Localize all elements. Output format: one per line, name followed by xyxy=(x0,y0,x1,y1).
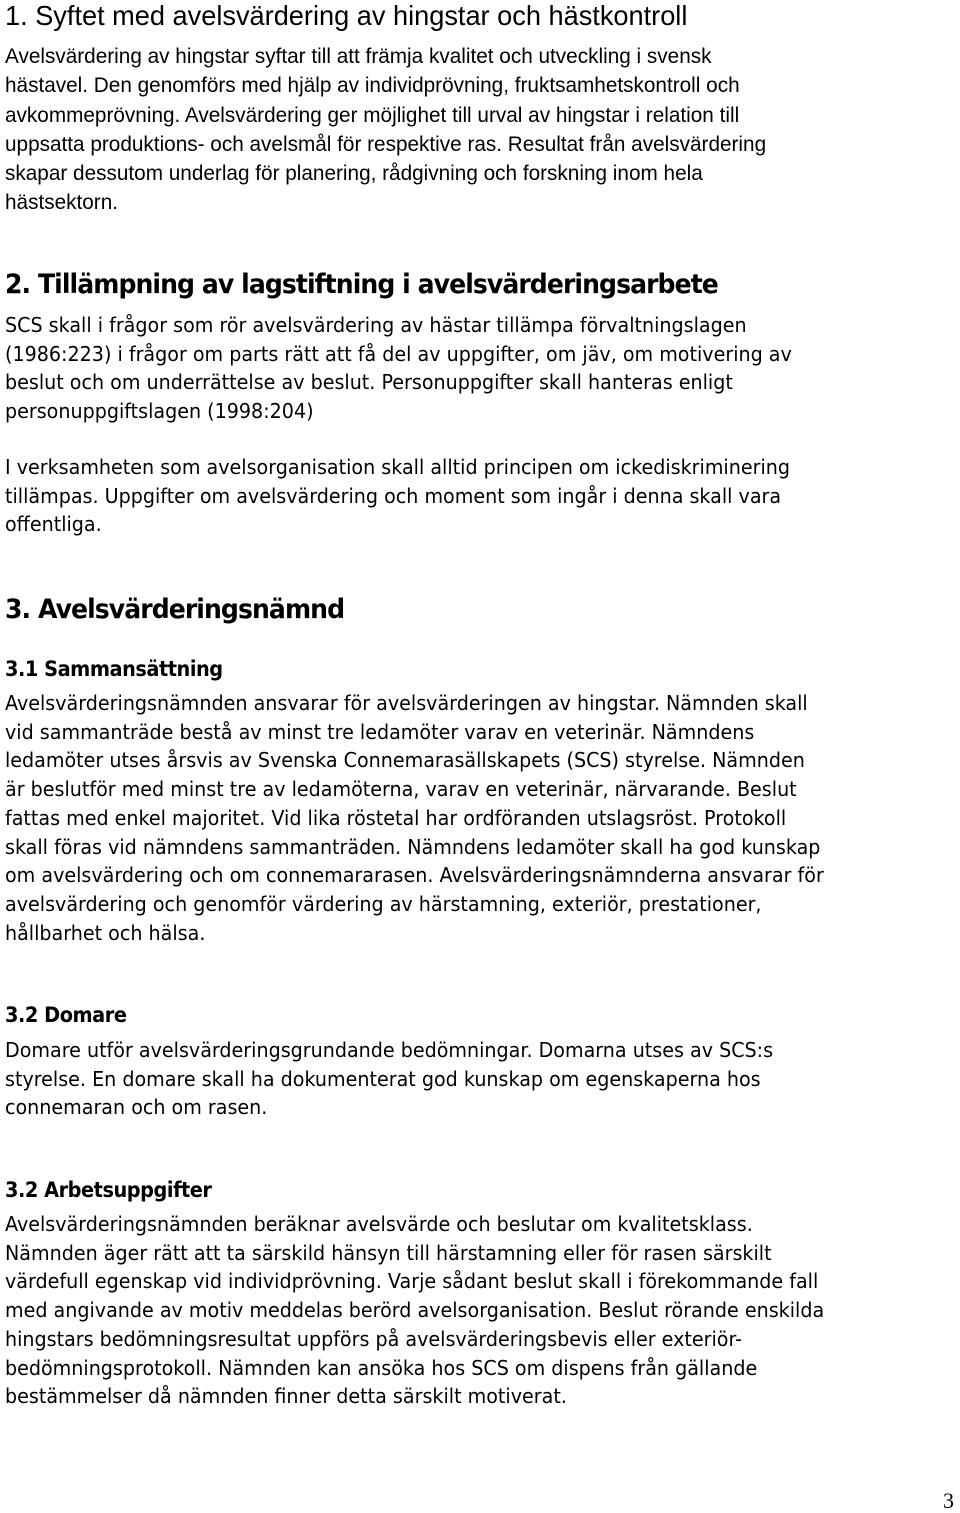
text-line: hållbarhet och hälsa. xyxy=(5,920,206,945)
section-3-1-paragraph xyxy=(5,689,960,947)
section-3-heading: 3. Avelsvärderingsnämnd xyxy=(5,594,345,625)
text-line: om avelsvärdering och om connemararasen. Avelsvärderingsnämnderna ansvarar för xyxy=(5,863,824,888)
text-line: värdefull egenskap vid individprövning. Varje sådant beslut skall i förekommande fall xyxy=(5,1269,819,1294)
text-line: I verksamheten som avelsorganisation skall alltid principen om ickediskriminering xyxy=(5,455,790,479)
text-line: offentliga. xyxy=(5,512,102,537)
text-line: ledamöter utses årsvis av Svenska Connemarasällskapets (SCS) styrelse. Nämnden xyxy=(5,748,805,773)
text-line: bestämmelser då nämnden finner detta särskilt motiverat. xyxy=(5,1384,567,1409)
section-2-paragraph-2 xyxy=(5,453,960,539)
text-line: (1986:223) i frågor om parts rätt att få del av uppgifter, om jäv, om motivering av xyxy=(5,341,792,366)
text-line: Nämnden äger rätt att ta särskild hänsyn till härstamning eller för rasen särskilt xyxy=(5,1240,772,1265)
section-1-paragraph xyxy=(5,42,951,218)
section-3-3-paragraph xyxy=(5,1210,960,1411)
text-line: hingstars bedömningsresultat uppförs på avelsvärderingsbevis eller exteriör- xyxy=(5,1326,743,1351)
section-1-heading: 1. Syftet med avelsvärdering av hingstar och hästkontroll xyxy=(5,0,688,31)
section-3-2-paragraph xyxy=(5,1036,960,1122)
section-3-3-heading: 3.2 Arbetsuppgifter xyxy=(5,1178,212,1202)
text-line: avelsvärdering och genomför värdering av härstamning, exteriör, prestationer, xyxy=(5,891,762,916)
text-line: connemaran och om rasen. xyxy=(5,1095,268,1120)
text-line: beslut och om underrättelse av beslut. Personuppgifter skall hanteras enligt xyxy=(5,370,733,395)
page-number: 3 xyxy=(943,1488,954,1513)
text-line: styrelse. En domare skall ha dokumenterat god kunskap om egenskaperna hos xyxy=(5,1066,761,1091)
text-line: med angivande av motiv meddelas berörd avelsorganisation. Beslut rörande enskilda xyxy=(5,1298,825,1323)
text-line: skapar dessutom underlag för planering, rådgivning och forskning inom hela xyxy=(5,161,703,186)
text-line: vid sammanträde bestå av minst tre ledamöter varav en veterinär. Nämndens xyxy=(5,719,755,744)
text-line: uppsatta produktions- och avelsmål för respektive ras. Resultat från avelsvärdering xyxy=(5,131,767,156)
section-2-paragraph-1 xyxy=(5,311,960,426)
text-line: avkommeprövning. Avelsvärdering ger möjlighet till urval av hingstar i relation till xyxy=(5,102,740,127)
section-3-2-heading: 3.2 Domare xyxy=(5,1003,127,1027)
text-line: skall föras vid nämndens sammanträden. Nämndens ledamöter skall ha god kunskap xyxy=(5,834,821,859)
text-line: SCS skall i frågor som rör avelsvärdering av hästar tillämpa förvaltningslagen xyxy=(5,313,747,337)
section-3-1-heading: 3.1 Sammansättning xyxy=(5,657,223,681)
text-line: hästsektorn. xyxy=(5,190,119,215)
text-line: Avelsvärderingsnämnden beräknar avelsvärde och beslutar om kvalitetsklass. xyxy=(5,1212,753,1236)
text-line: är beslutför med minst tre av ledamöterna, varav en veterinär, närvarande. Beslut xyxy=(5,777,797,802)
text-line: bedömningsprotokoll. Nämnden kan ansöka hos SCS om dispens från gällande xyxy=(5,1355,758,1380)
text-line: Avelsvärderingsnämnden ansvarar för avelsvärderingen av hingstar. Nämnden skall xyxy=(5,691,808,715)
text-line: Avelsvärdering av hingstar syftar till att främja kvalitet och utveckling i svensk xyxy=(5,44,712,68)
text-line: tillämpas. Uppgifter om avelsvärdering och moment som ingår i denna skall vara xyxy=(5,483,782,508)
text-line: Domare utför avelsvärderingsgrundande bedömningar. Domarna utses av SCS:s xyxy=(5,1038,774,1062)
section-2-heading: 2. Tillämpning av lagstiftning i avelsvärderingsarbete xyxy=(5,269,718,300)
text-line: hästavel. Den genomförs med hjälp av individprövning, fruktsamhetskontroll och xyxy=(5,73,740,98)
text-line: personuppgiftslagen (1998:204) xyxy=(5,399,314,424)
text-line: fattas med enkel majoritet. Vid lika röstetal har ordföranden utslagsröst. Protokoll xyxy=(5,805,787,830)
